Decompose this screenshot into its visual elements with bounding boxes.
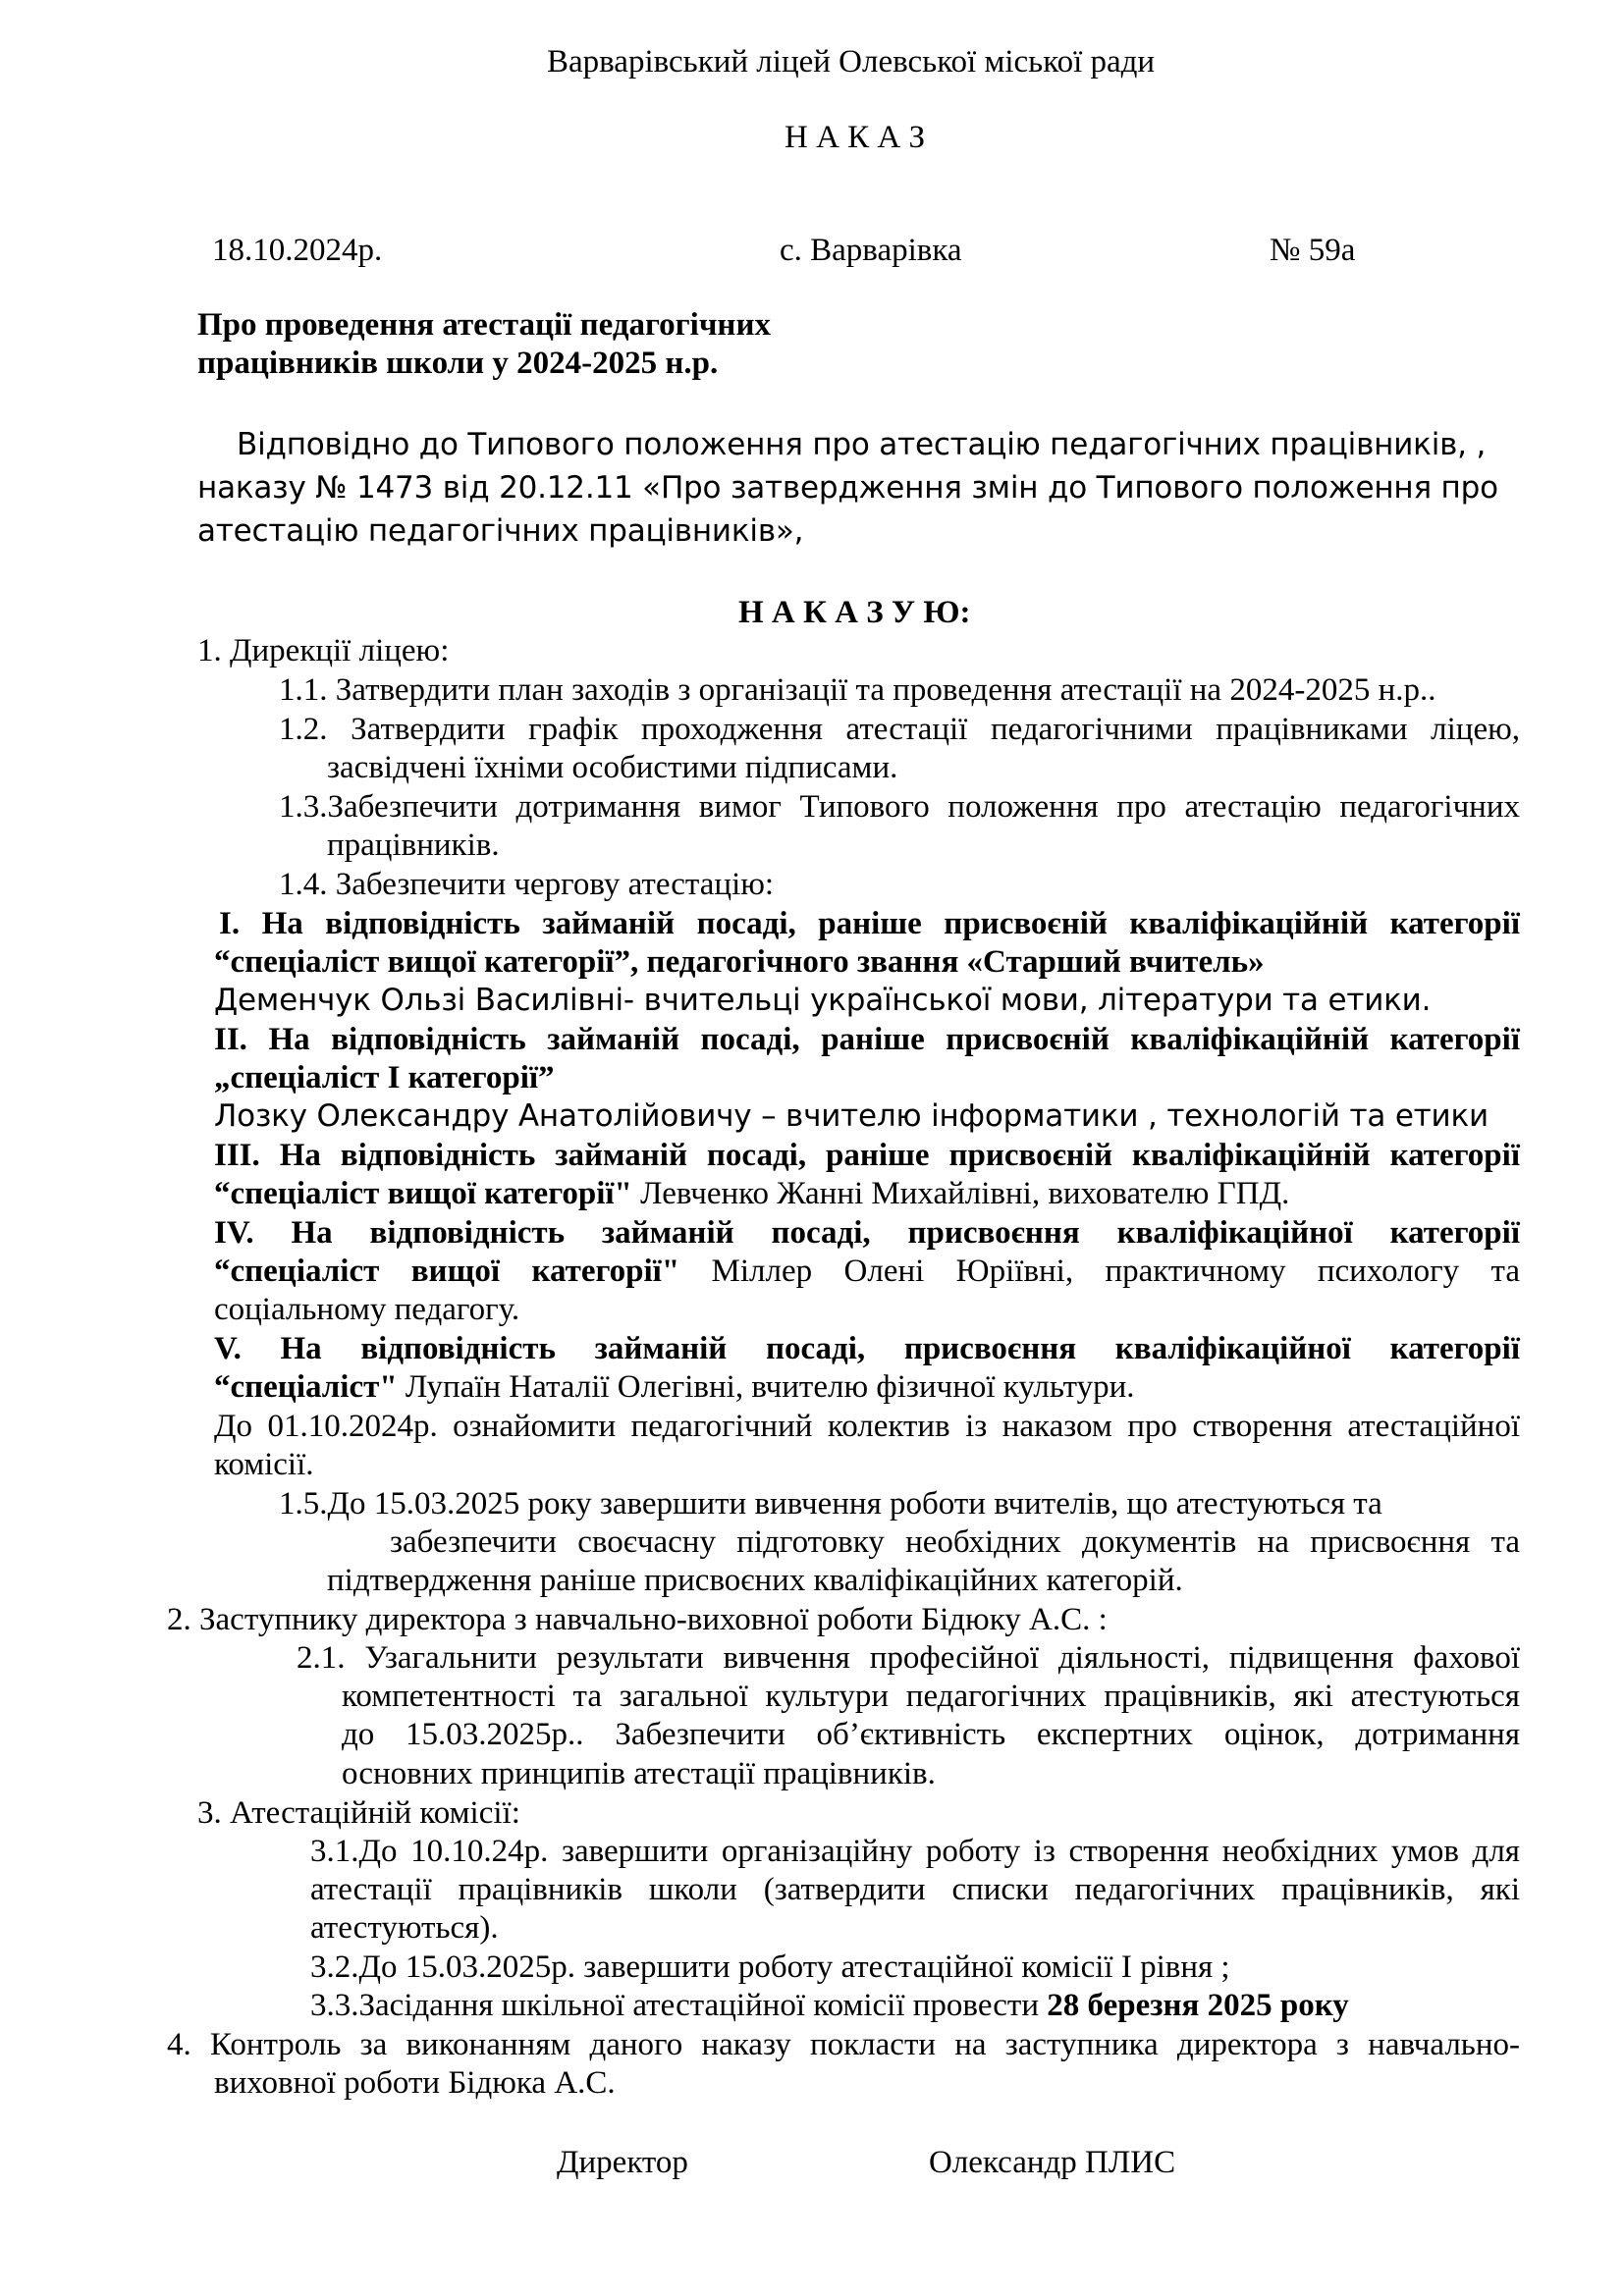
document-type: Н А К А З xyxy=(785,120,926,155)
category-1-title-line-2: “спеціаліст вищої категорії”, педагогічного звання «Старший вчитель» xyxy=(214,944,1265,980)
order-date: 18.10.2024р. xyxy=(212,233,383,268)
signature-position: Директор xyxy=(557,2145,688,2180)
notice-line-1: До 01.10.2024р. ознайомити педагогічний колектив із наказом про створення атестаційної xyxy=(214,1409,1520,1444)
item-1: 1. Дирекції ліцею: xyxy=(197,633,450,668)
item-3-3-date: 28 березня 2025 року xyxy=(1047,1988,1349,2023)
preamble-line-2: наказу № 1473 від 20.12.11 «Про затвердження змін до Типового положення про xyxy=(197,470,1498,506)
organization-name: Варварівський ліцей Олевської міської ради xyxy=(547,44,1156,80)
item-2-1-line-4: основних принципів атестації працівників. xyxy=(342,1756,936,1791)
category-1-teacher: Деменчук Ользі Василівні- вчительці української мови, літератури та етики. xyxy=(214,983,1432,1018)
order-heading: Н А К А З У Ю: xyxy=(738,595,971,630)
item-3: 3. Атестаційній комісії: xyxy=(197,1795,520,1831)
preamble-line-3: атестацію педагогічних працівників», xyxy=(197,513,804,549)
category-5-title-line-2: “спеціаліст" xyxy=(214,1369,398,1405)
category-3-title-line-2: “спеціаліст вищої категорії" xyxy=(214,1176,632,1211)
category-4-title-line-1: IV. На відповідність займаній посаді, присвоєння кваліфікаційної категорії xyxy=(214,1215,1520,1251)
notice-line-2: комісії. xyxy=(214,1447,314,1482)
category-4-line-2 xyxy=(214,1253,1520,1291)
item-1-1: 1.1. Затвердити план заходів з організації та проведення атестації на 2024-2025 н.р.. xyxy=(279,672,1436,708)
category-4-title-line-2: “спеціаліст вищої категорії" xyxy=(214,1254,680,1289)
subject-line-2: працівників школи у 2024-2025 н.р. xyxy=(197,346,719,381)
item-1-2-line-1: 1.2. Затвердити графік проходження атестації педагогічними працівниками ліцею, xyxy=(279,712,1520,747)
item-3-1-line-1: 3.1.До 10.10.24р. завершити організаційну роботу із створення необхідних умов для xyxy=(310,1834,1520,1869)
item-1-2-line-2: засвідчені їхніми особистими підписами. xyxy=(327,750,898,785)
category-5-line-2 xyxy=(214,1368,1135,1407)
order-number: № 59а xyxy=(1270,233,1356,268)
category-3-title-line-1: ІІІ. На відповідність займаній посаді, раніше присвоєній кваліфікаційній категорії xyxy=(214,1138,1520,1173)
category-4-teacher: Міллер Олені Юріївні, практичному психологу та xyxy=(679,1254,1521,1289)
category-2-title-line-1: ІІ. На відповідність займаній посаді, раніше присвоєній кваліфікаційній категорії xyxy=(214,1022,1520,1057)
category-2-title-line-2: „спеціаліст І категорії” xyxy=(214,1060,555,1095)
item-3-1-line-2: атестації працівників школи (затвердити списки педагогічних працівників, які xyxy=(310,1872,1520,1907)
category-5-teacher: Лупаїн Наталії Олегівні, вчителю фізичної культури. xyxy=(397,1369,1135,1405)
item-2: 2. Заступнику директора з навчально-виховної роботи Бідюку А.С. : xyxy=(167,1602,1108,1637)
subject-line-1: Про проведення атестації педагогічних xyxy=(197,307,771,343)
item-1-5-line-2: забезпечити своєчасну підготовку необхідних документів на присвоєння та xyxy=(390,1524,1520,1560)
item-1-3-line-2: працівників. xyxy=(327,828,500,863)
item-3-3-text: 3.3.Засідання шкільної атестаційної комісії провести xyxy=(310,1988,1048,2023)
item-4-line-2: виховної роботи Бідюка А.С. xyxy=(214,2065,616,2101)
order-place: с. Варварівка xyxy=(780,233,962,268)
category-4-line-3: соціальному педагогу. xyxy=(214,1292,520,1327)
item-2-1-line-2: компетентності та загальної культури педагогічних працівників, які атестуються xyxy=(342,1679,1520,1714)
item-3-1-line-3: атестуються). xyxy=(310,1910,499,1946)
signature-name: Олександр ПЛИС xyxy=(929,2145,1176,2180)
category-3-line-2 xyxy=(214,1175,1289,1213)
category-3-teacher: Левченко Жанні Михайлівні, вихователю ГПД. xyxy=(631,1176,1290,1211)
item-2-1-line-1: 2.1. Узагальнити результати вивчення професійної діяльності, підвищення фахової xyxy=(297,1640,1520,1676)
item-4-line-1: 4. Контроль за виконанням даного наказу покласти на заступника директора з навчально- xyxy=(167,2027,1520,2062)
item-1-3-line-1: 1.3.Забезпечити дотримання вимог Типового положення про атестацію педагогічних xyxy=(279,789,1520,825)
item-1-5-line-3: підтвердження раніше присвоєних кваліфікаційних категорій. xyxy=(327,1563,1183,1598)
item-1-5-line-1: 1.5.До 15.03.2025 року завершити вивчення роботи вчителів, що атестуються та xyxy=(279,1486,1382,1522)
item-2-1-line-3: до 15.03.2025р.. Забезпечити об’єктивність експертних оцінок, дотримання xyxy=(342,1717,1520,1752)
preamble-line-1: Відповідно до Типового положення про атестацію педагогічних працівників, , xyxy=(237,427,1487,462)
item-3-3 xyxy=(310,1987,1349,2025)
category-5-title-line-1: V. На відповідність займаній посаді, присвоєння кваліфікаційної категорії xyxy=(214,1331,1520,1366)
category-2-teacher: Лозку Олександру Анатолійовичу – вчителю інформатики , технологій та етики xyxy=(214,1098,1489,1134)
category-1-title-line-1: І. На відповідність займаній посаді, раніше присвоєній кваліфікаційній категорії xyxy=(219,906,1520,941)
item-3-2: 3.2.До 15.03.2025р. завершити роботу атестаційної комісії І рівня ; xyxy=(310,1949,1230,1985)
item-1-4: 1.4. Забезпечити чергову атестацію: xyxy=(279,867,775,902)
